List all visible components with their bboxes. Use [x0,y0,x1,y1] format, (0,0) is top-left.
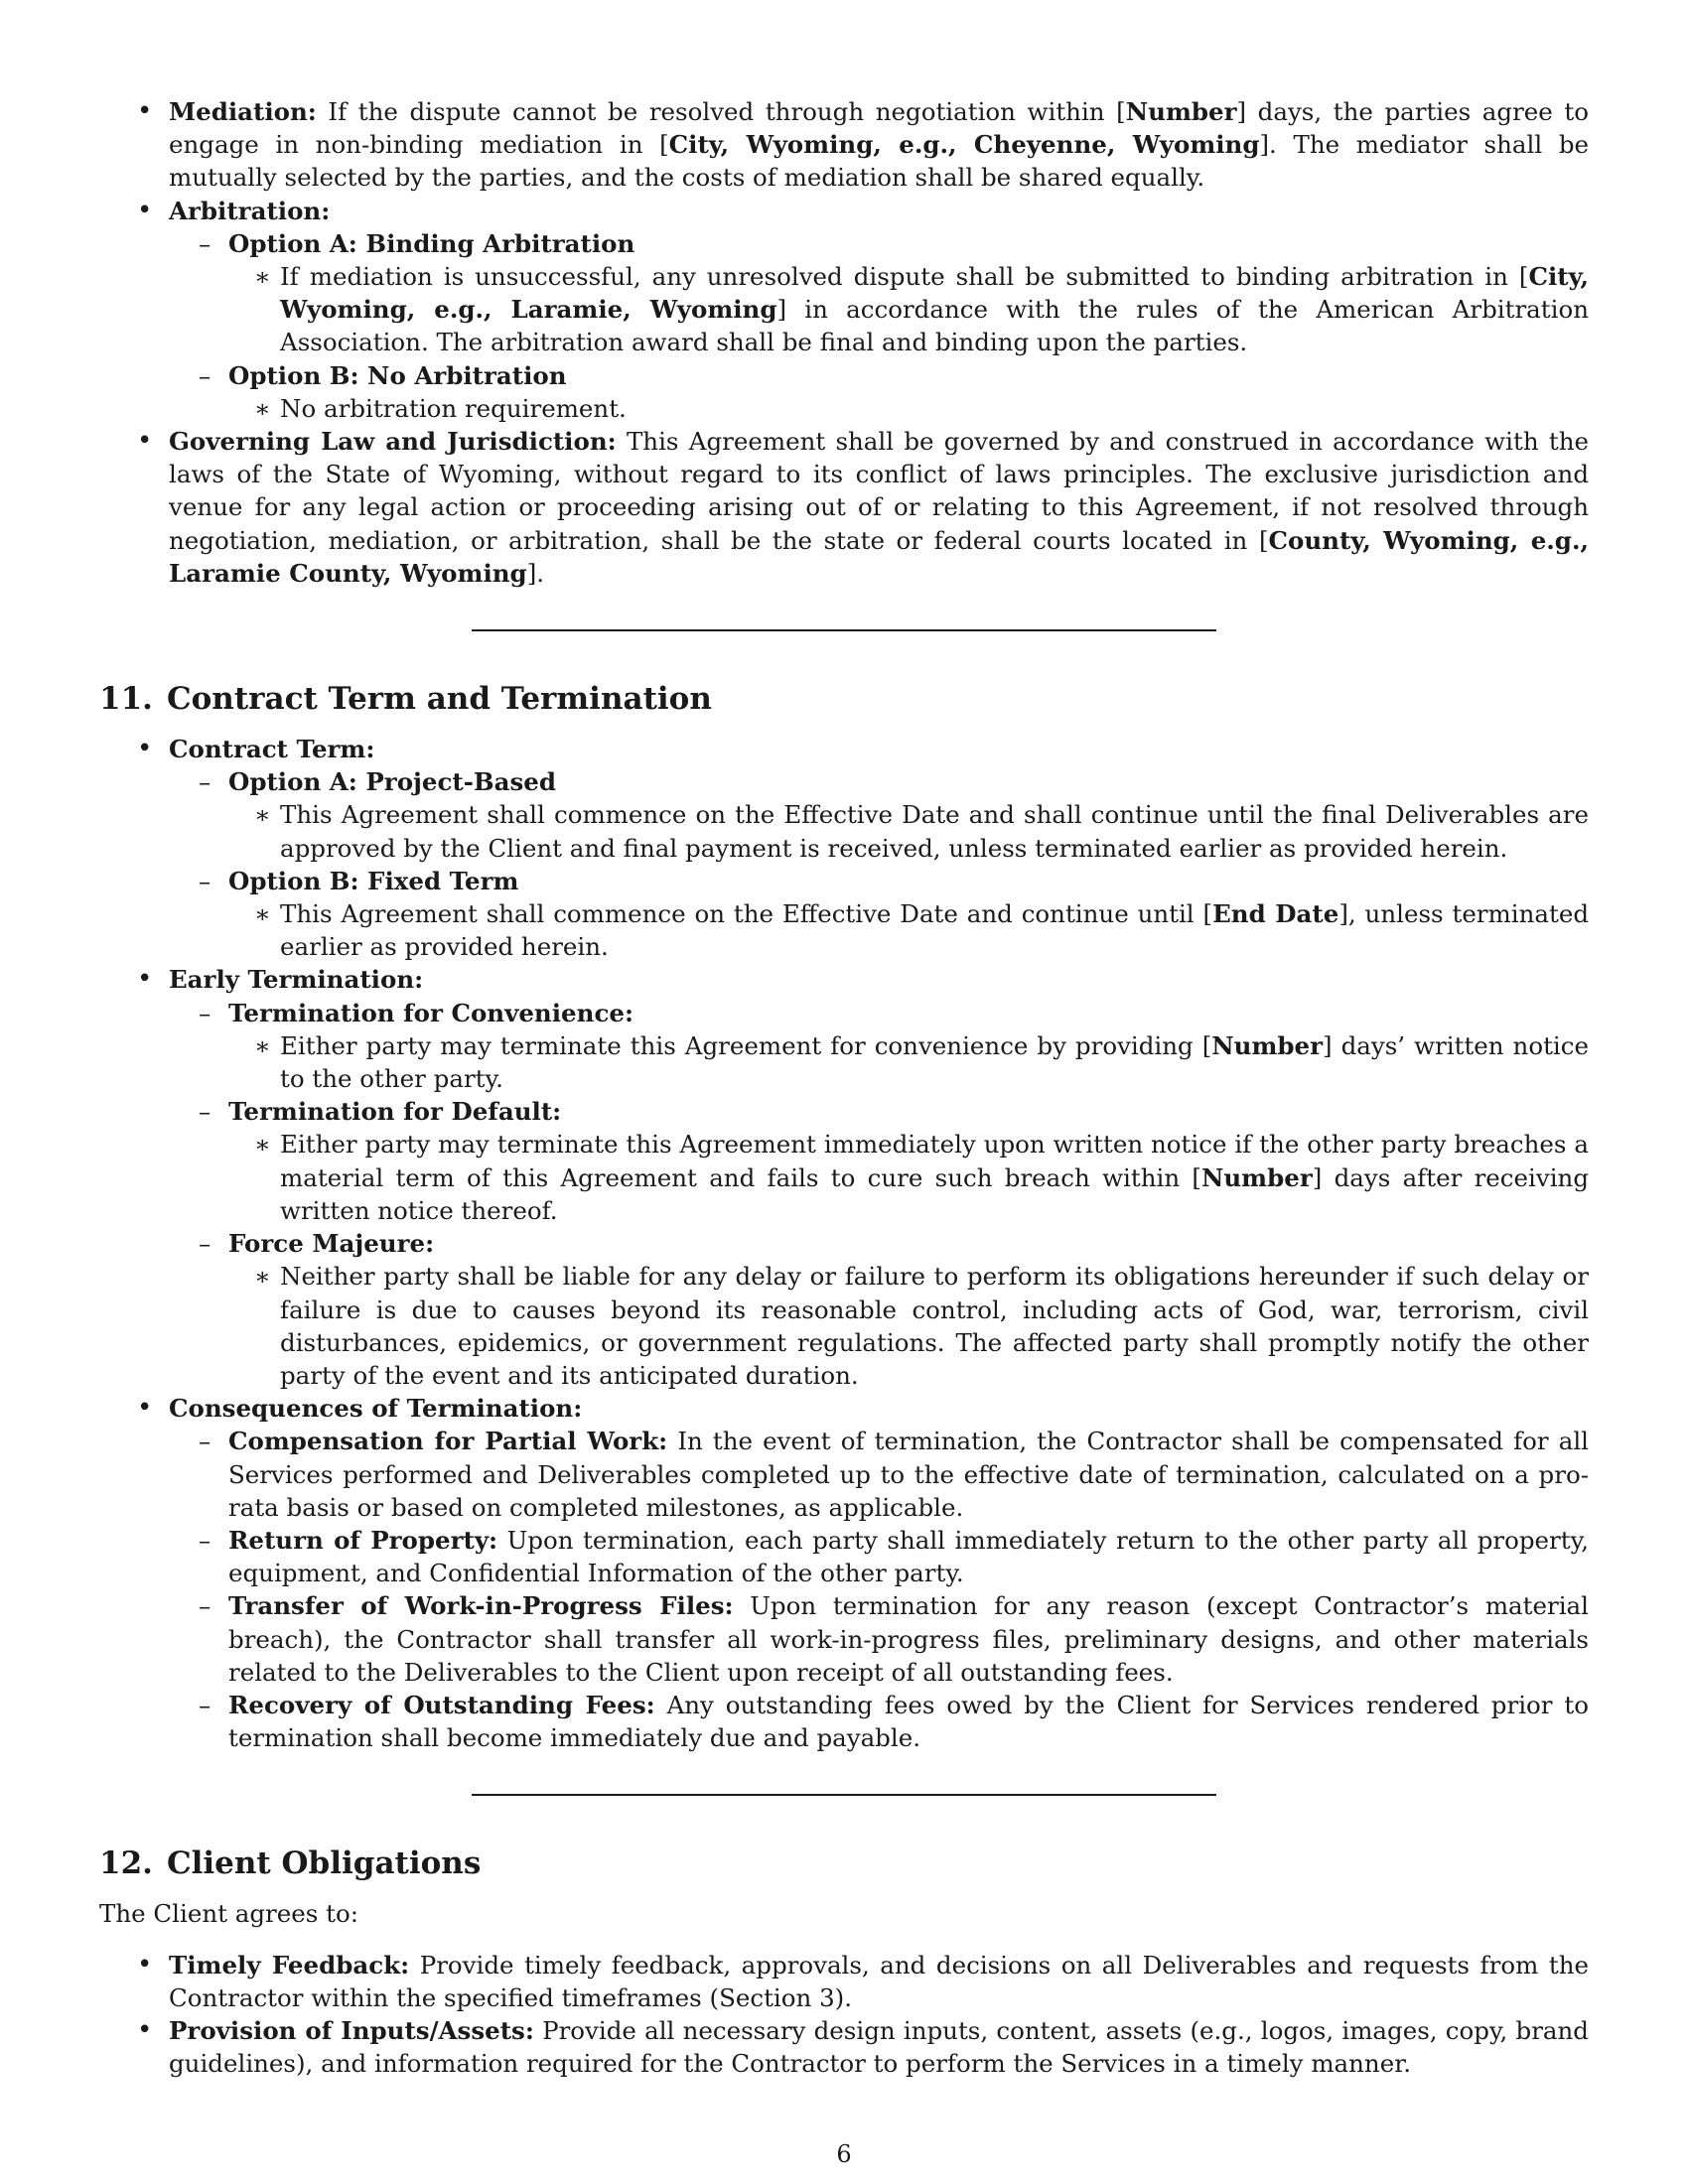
term-option-b-text: ∗ This Agreement shall commence on the Effective Date and continue until [End Date], unless terminated earlier as provided herein. [228,897,1589,963]
arbitration-option-b-text: ∗ No arbitration requirement. [228,392,1589,425]
termination-default: – Termination for Default: ∗ Either party may terminate this Agreement immediately upon written notice if the other party breaches a material term of this Agreement and fails to cure such breach within [Number] days after receiving written notice thereof. [169,1095,1589,1227]
mediation-item: • Mediation: If the dispute cannot be resolved through negotiation within [Number] days, the parties agree to engage in non-binding mediation in [City, Wyoming, e.g., Cheyenne, Wyoming]. The mediator shall be mutually selected by the parties, and the costs of mediation shall be shared equally. [99,95,1589,195]
contract-term-item: • Contract Term: – Option A: Project-Based ∗ This Agreement shall commence on the Effective Date and shall continue until the final Deliverables are approved by the Client and final payment is received, unless terminated earlier as provided herein. – Option B: Fixed Term ∗ This Agreement shall commence on the Effective Date and continue until [End Date], unless terminated earlier as provided herein. [99,733,1589,963]
section-heading-11: 11. Contract Term and Termination [99,681,712,718]
section-heading-12: 12. Client Obligations [99,1845,482,1882]
page-number: 6 [836,2140,852,2168]
return-property: – Return of Property: Upon termination, each party shall immediately return to the other party all property, equipment, and Confidential Information of the other party. [169,1524,1589,1589]
inputs-assets-item: • Provision of Inputs/Assets: Provide all necessary design inputs, content, assets (e.g., logos, images, copy, brand guidelines), and information required for the Contractor to perform the Services in a timely manner. [99,2014,1589,2080]
client-obligations-list [99,1949,1589,2081]
arbitration-option-a-text: ∗ If mediation is unsuccessful, any unresolved dispute shall be submitted to binding arbitration in [City, Wyoming, e.g., Laramie, Wyoming] in accordance with the rules of the American Arbitration Association. The arbitration award shall be final and binding upon the parties. [228,260,1589,359]
dispute-list [99,95,1589,590]
governing-law-item: • Governing Law and Jurisdiction: This Agreement shall be governed by and construed in accordance with the laws of the State of Wyoming, without regard to its conflict of laws principles. The exclusive jurisdiction and venue for any legal action or proceeding arising out of or relating to this Agreement, if not resolved through negotiation, mediation, or arbitration, shall be the state or federal courts located in [County, Wyoming, e.g., Laramie County, Wyoming]. [99,425,1589,590]
arbitration-label: Arbitration: [169,196,331,225]
arbitration-option-b: – Option B: No Arbitration ∗ No arbitration requirement. [169,359,1589,425]
section-divider [472,1794,1216,1796]
force-majeure: – Force Majeure: ∗ Neither party shall be liable for any delay or failure to perform its obligations hereunder if such delay or failure is due to causes beyond its reasonable control, including acts of God, war, terrorism, civil disturbances, epidemics, or government regulations. The affected party shall promptly notify the other party of the event and its anticipated duration. [169,1227,1589,1392]
term-option-a: – Option A: Project-Based ∗ This Agreement shall commence on the Effective Date and shall continue until the final Deliverables are approved by the Client and final payment is received, unless terminated earlier as provided herein. [169,765,1589,865]
partial-work: – Compensation for Partial Work: In the event of termination, the Contractor shall be compensated for all Services performed and Deliverables completed up to the effective date of termination, calculated on a pro-rata basis or based on completed milestones, as applicable. [169,1425,1589,1524]
document-page [99,95,1589,2080]
arbitration-option-a: – Option A: Binding Arbitration ∗ If mediation is unsuccessful, any unresolved dispute shall be submitted to binding arbitration in [City, Wyoming, e.g., Laramie, Wyoming] in accordance with the rules of the American Arbitration Association. The arbitration award shall be final and binding upon the parties. [169,227,1589,359]
termination-convenience: – Termination for Convenience: ∗ Either party may terminate this Agreement for convenience by providing [Number] days’ written notice to the other party. [169,997,1589,1096]
client-obligations-lead: The Client agrees to: [99,1899,358,1929]
transfer-wip: – Transfer of Work-in-Progress Files: Upon termination for any reason (except Contractor’s material breach), the Contractor shall transfer all work-in-progress files, preliminary designs, and other materials related to the Deliverables to the Client upon receipt of all outstanding fees. [169,1589,1589,1689]
force-majeure-text: ∗ Neither party shall be liable for any delay or failure to perform its obligations hereunder if such delay or failure is due to causes beyond its reasonable control, including acts of God, war, terrorism, civil disturbances, epidemics, or government regulations. The affected party shall promptly notify the other party of the event and its anticipated duration. [228,1260,1589,1392]
mediation-label: Mediation: [169,97,317,126]
termination-default-text: ∗ Either party may terminate this Agreement immediately upon written notice if the other party breaches a material term of this Agreement and fails to cure such breach within [Number] days after receiving written notice thereof. [228,1128,1589,1227]
arbitration-item [99,195,1589,425]
termination-convenience-text: ∗ Either party may terminate this Agreement for convenience by providing [Number] days’ written notice to the other party. [228,1029,1589,1095]
term-option-a-text: ∗ This Agreement shall commence on the Effective Date and shall continue until the final Deliverables are approved by the Client and final payment is received, unless terminated earlier as provided herein. [228,798,1589,864]
early-termination-item: • Early Termination: – Termination for Convenience: ∗ Either party may terminate this Agreement for convenience by providing [Number] days’ written notice to the other party. – Termination for Default: ∗ Either party may terminate this Agreement immediately upon written notice if the other party breaches a material term of this Agreement and fails to cure such breach within [Number] days after receiving written notice thereof. – Force Majeure: ∗ Neither party shall be liable for any delay or failure to perform its obligations hereunder if such delay or failure is due to causes beyond its reasonable control, including acts of God, war, terrorism, civil disturbances, epidemics, or government regulations. The affected party shall promptly notify the other party of the event and its anticipated duration. [99,963,1589,1392]
timely-feedback-item: • Timely Feedback: Provide timely feedback, approvals, and decisions on all Deliverables and requests from the Contractor within the specified timeframes (Section 3). [99,1949,1589,2014]
term-option-b: – Option B: Fixed Term ∗ This Agreement shall commence on the Effective Date and continue until [End Date], unless terminated earlier as provided herein. [169,865,1589,964]
section-divider [472,629,1216,631]
recovery-fees: – Recovery of Outstanding Fees: Any outstanding fees owed by the Client for Services rendered prior to termination shall become immediately due and payable. [169,1689,1589,1754]
term-list [99,733,1589,1754]
consequences-item: • Consequences of Termination: – Compensation for Partial Work: In the event of termination, the Contractor shall be compensated for all Services performed and Deliverables completed up to the effective date of termination, calculated on a pro-rata basis or based on completed milestones, as applicable. – Return of Property: Upon termination, each party shall immediately return to the other party all property, equipment, and Confidential Information of the other party. – Transfer of Work-in-Progress Files: Upon termination for any reason (except Contractor’s material breach), the Contractor shall transfer all work-in-progress files, preliminary designs, and other materials related to the Deliverables to the Client upon receipt of all outstanding fees. – Recovery of Outstanding Fees: Any outstanding fees owed by the Client for Services rendered prior to termination shall become immediately due and payable. [99,1392,1589,1754]
